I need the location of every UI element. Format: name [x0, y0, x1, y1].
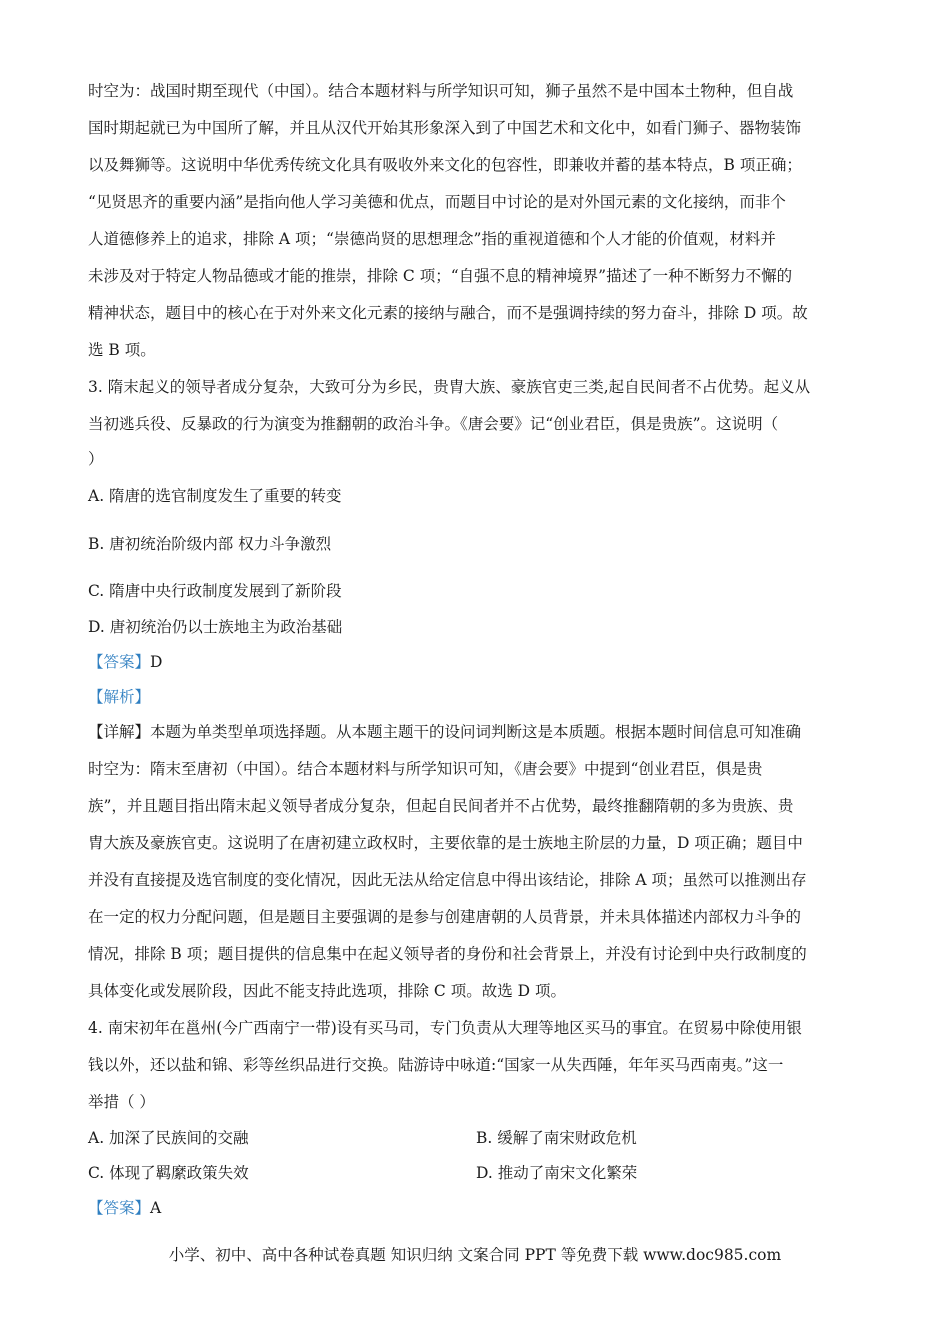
text-line: 以及舞狮等。这说明中华优秀传统文化具有吸收外来文化的包容性，即兼收并蓄的基本特点，B 项正确；: [88, 156, 802, 174]
question-3-stem: ）: [88, 450, 104, 468]
text-line: 时空为：隋末至唐初（中国）。结合本题材料与所学知识可知，《唐会要》中提到“创业君臣，俱是贵: [88, 760, 763, 778]
question-4-stem: 4. 南宋初年在邕州(今广西南宁一带)设有买马司，专门负责从大理等地区买马的事宜。在贸易中除使用银: [88, 1019, 802, 1037]
q4-answer-line: [88, 1197, 161, 1219]
text-line: 胄大族及豪族官吏。这说明了在唐初建立政权时，主要依靠的是士族地主阶层的力量，D 项正确；题目中: [88, 834, 803, 852]
option-d: D. 唐初统治仍以士族地主为政治基础: [88, 618, 343, 636]
answer-value: D: [150, 653, 163, 671]
text-line: 情况，排除 B 项；题目提供的信息集中在起义领导者的身份和社会背景上，并没有讨论到中央行政制度的: [88, 945, 807, 963]
question-3-stem: 当初逃兵役、反暴政的行为演变为推翻朝的政治斗争。《唐会要》记“创业君臣，俱是贵族”。这说明（: [88, 415, 779, 433]
text-line: 并没有直接提及选官制度的变化情况，因此无法从给定信息中得出该结论，排除 A 项；虽然可以推测出存: [88, 871, 807, 889]
q4-option-c: C. 体现了羁縻政策失效: [88, 1164, 249, 1182]
detail-tag: 【详解】: [88, 723, 151, 741]
option-b: B. 唐初统治阶级内部 权力斗争激烈: [88, 535, 332, 553]
text-line: 国时期起就已为中国所了解，并且从汉代开始其形象深入到了中国艺术和文化中，如看门狮子、器物装饰: [88, 119, 802, 137]
page-footer: 小学、初中、高中各种试卷真题 知识归纳 文案合同 PPT 等免费下载 www.doc985.com: [168, 1246, 782, 1264]
question-3-stem: 3. 隋末起义的领导者成分复杂，大致可分为乡民，贵胄大族、豪族官吏三类,起自民间者不占优势。起义从: [88, 378, 811, 396]
text-line: 精神状态，题目中的核心在于对外来文化元素的接纳与融合，而不是强调持续的努力奋斗，排除 D 项。故: [88, 304, 808, 322]
question-4-stem: 钱以外，还以盐和锦、彩等丝织品进行交换。陆游诗中咏道:“国家一从失西陲，年年买马西南夷。”这一: [88, 1056, 784, 1074]
text-line: 人道德修养上的追求，排除 A 项；“崇德尚贤的思想理念”指的重视道德和个人才能的价值观，材料并: [88, 230, 776, 248]
analysis-tag: 【解析】: [88, 688, 151, 706]
analysis-line: [88, 686, 150, 708]
q4-answer-tag: 【答案】: [88, 1199, 151, 1217]
detail-text: 本题为单类型单项选择题。从本题主题干的设问词判断这是本质题。根据本题时间信息可知准确: [150, 723, 802, 741]
answer-line: [88, 651, 162, 673]
answer-tag: 【答案】: [88, 653, 151, 671]
q4-option-a: A. 加深了民族间的交融: [88, 1129, 249, 1147]
text-line: 族”，并且题目指出隋末起义领导者成分复杂，但起自民间者并不占优势，最终推翻隋朝的多为贵族、贵: [88, 797, 794, 815]
text-line: 时空为：战国时期至现代（中国）。结合本题材料与所学知识可知，狮子虽然不是中国本土物种，但自战: [88, 82, 794, 100]
option-c: C. 隋唐中央行政制度发展到了新阶段: [88, 582, 342, 600]
detail-line: [88, 721, 801, 743]
option-a: A. 隋唐的选官制度发生了重要的转变: [88, 487, 342, 505]
text-line: 在一定的权力分配问题，但是题目主要强调的是参与创建唐朝的人员背景，并未具体描述内部权力斗争的: [88, 908, 802, 926]
q4-option-d: D. 推动了南宋文化繁荣: [476, 1164, 638, 1182]
text-line: 具体变化或发展阶段，因此不能支持此选项，排除 C 项。故选 D 项。: [88, 982, 566, 1000]
q4-answer-value: A: [150, 1199, 162, 1217]
question-4-stem: 举措（ ）: [88, 1093, 155, 1111]
text-line: “见贤思齐的重要内涵”是指向他人学习美德和优点，而题目中讨论的是对外国元素的文化接纳，而非个: [88, 193, 786, 211]
text-line: 未涉及对于特定人物品德或才能的推崇，排除 C 项；“自强不息的精神境界”描述了一种不断努力不懈的: [88, 267, 793, 285]
q4-option-b: B. 缓解了南宋财政危机: [476, 1129, 637, 1147]
text-line: 选 B 项。: [88, 341, 156, 359]
